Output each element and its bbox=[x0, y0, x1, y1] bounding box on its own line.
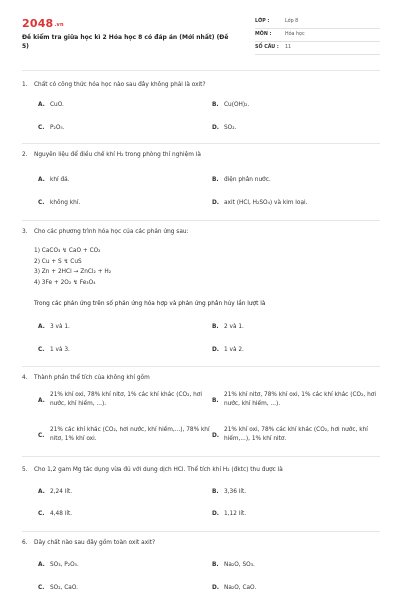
header bbox=[22, 14, 380, 58]
question-number: 5. bbox=[22, 467, 28, 473]
brand-logo[interactable]: $2048^{.vn}$ bbox=[22, 17, 64, 30]
meta-key: SỐ CÂU : bbox=[255, 45, 279, 50]
divider bbox=[22, 70, 380, 71]
reaction-item: 4) 3Fe + 2O₂ ↯ Fe₃O₄ bbox=[34, 279, 96, 286]
divider bbox=[22, 220, 380, 221]
question-number: 4. bbox=[22, 375, 28, 381]
meta-table bbox=[255, 16, 380, 55]
reaction-item: 2) Cu + S ↯ CuS bbox=[34, 258, 82, 265]
meta-key: LỚP : bbox=[255, 19, 270, 24]
worksheet-page: $2048^{.vn}$ Đề kiểm tra giữa học kì 2 Hóa học 8 có đáp án (Mới nhất) (Đề 5) LỚP : Lớp 8 MÔN : Hóa học SỐ CÂU : 11 1. Chất có công thức hóa học nào sau đây không phải là oxit? A. CuO. B. Cu(OH)₂. C. P₂O₅. D. SO₂. 2. Nguyên liệu để điều chế khí H₂ trong phòng thí nghiệm là A. khí đá. B. điện phân nước. C. không khí. D. axit (HCl, H₂SO₄) và kim loại. 3. Cho các phương trình hóa học của các phản ứng sau: 1) CaCO₃ ↯ CaO + CO₂ 2) Cu + S ↯ CuS 3) Zn + 2HCl → ZnCl₂ + H₂ 4) 3Fe + 2O₂ ↯ Fe₃O₄ Trong các phản ứng trên số phản ứng hóa hợp và phản ứng phân hủy lần lượt là A. 3 và 1. B. 2 và 1. C. 1 và 3. D. 1 và 2. 4. Thành phần thể tích của không khí gồm A. 21% khí oxi, 78% khí nitơ, 1% các khí khác (CO₂, hơi nước, khí hiếm, ...). B. 21% khí nitơ, 78% khí oxi, 1% các khí khác (CO₂, hơi nước, khí hiếm, ...). C. 21% các khí khác (CO₂, hơi nước, khí hiếm,...), 78% khí nitơ, 1% khí oxi. D. 21% khí oxi, 78% các khí khác (CO₂, hơi nước, khí hiếm,...), 1% khí nitơ. 5. Cho 1,2 gam Mg tác dụng vừa đủ với dung dịch HCl. Thể tích khí H₂ (đktc) thu được là A. 2,24 lít. B. 3,36 lít. C. 4,48 lít. D. 1,12 lít. 6. Dãy chất nào sau đây gồm toàn oxit axit? A. SO₃, P₂O₅. B. Na₂O, SO₃. C. SO₂, CaO. D. Na₂O, CaO. bbox=[0, 0, 400, 600]
divider bbox=[22, 456, 380, 457]
question-number: 1. bbox=[22, 82, 28, 88]
question-number: 2. bbox=[22, 152, 28, 158]
reaction-item: 1) CaCO₃ ↯ CaO + CO₂ bbox=[34, 248, 101, 254]
meta-row-count bbox=[255, 42, 380, 55]
reaction-item: 3) Zn + 2HCl → ZnCl₂ + H₂ bbox=[34, 269, 112, 275]
page-title: Đề kiểm tra giữa học kì 2 Hóa học 8 có đáp án (Mới nhất) (Đề 5) bbox=[22, 34, 229, 50]
meta-row-class bbox=[255, 16, 380, 29]
question-text: Thành phần thể tích của không khí gồm bbox=[34, 375, 150, 381]
question-text: Trong các phản ứng trên số phản ứng hóa hợp và phản ứng phân hủy lần lượt là bbox=[34, 301, 266, 307]
question-number: 3. bbox=[22, 229, 28, 235]
meta-row-subject bbox=[255, 29, 380, 42]
question-3-footer bbox=[34, 300, 374, 308]
divider bbox=[22, 143, 380, 144]
meta-value: 11 bbox=[285, 45, 292, 50]
divider bbox=[22, 531, 380, 532]
reaction-list bbox=[34, 246, 334, 288]
question-text: Dãy chất nào sau đây gồm toàn oxit axit? bbox=[34, 540, 156, 546]
question-text: Chất có công thức hóa học nào sau đây không phải là oxit? bbox=[34, 82, 206, 88]
meta-value: Lớp 8 bbox=[285, 19, 299, 24]
meta-key: MÔN : bbox=[255, 32, 272, 37]
meta-value: Hóa học bbox=[285, 32, 305, 37]
question-number: 6. bbox=[22, 540, 28, 546]
question-text: Nguyên liệu để điều chế khí H₂ trong phòng thí nghiệm là bbox=[34, 152, 201, 158]
question-text: Cho 1,2 gam Mg tác dụng vừa đủ với dung dịch HCl. Thể tích khí H₂ (đktc) thu được là bbox=[34, 467, 283, 473]
divider bbox=[22, 366, 380, 367]
question-text: Cho các phương trình hóa học của các phản ứng sau: bbox=[34, 229, 189, 235]
